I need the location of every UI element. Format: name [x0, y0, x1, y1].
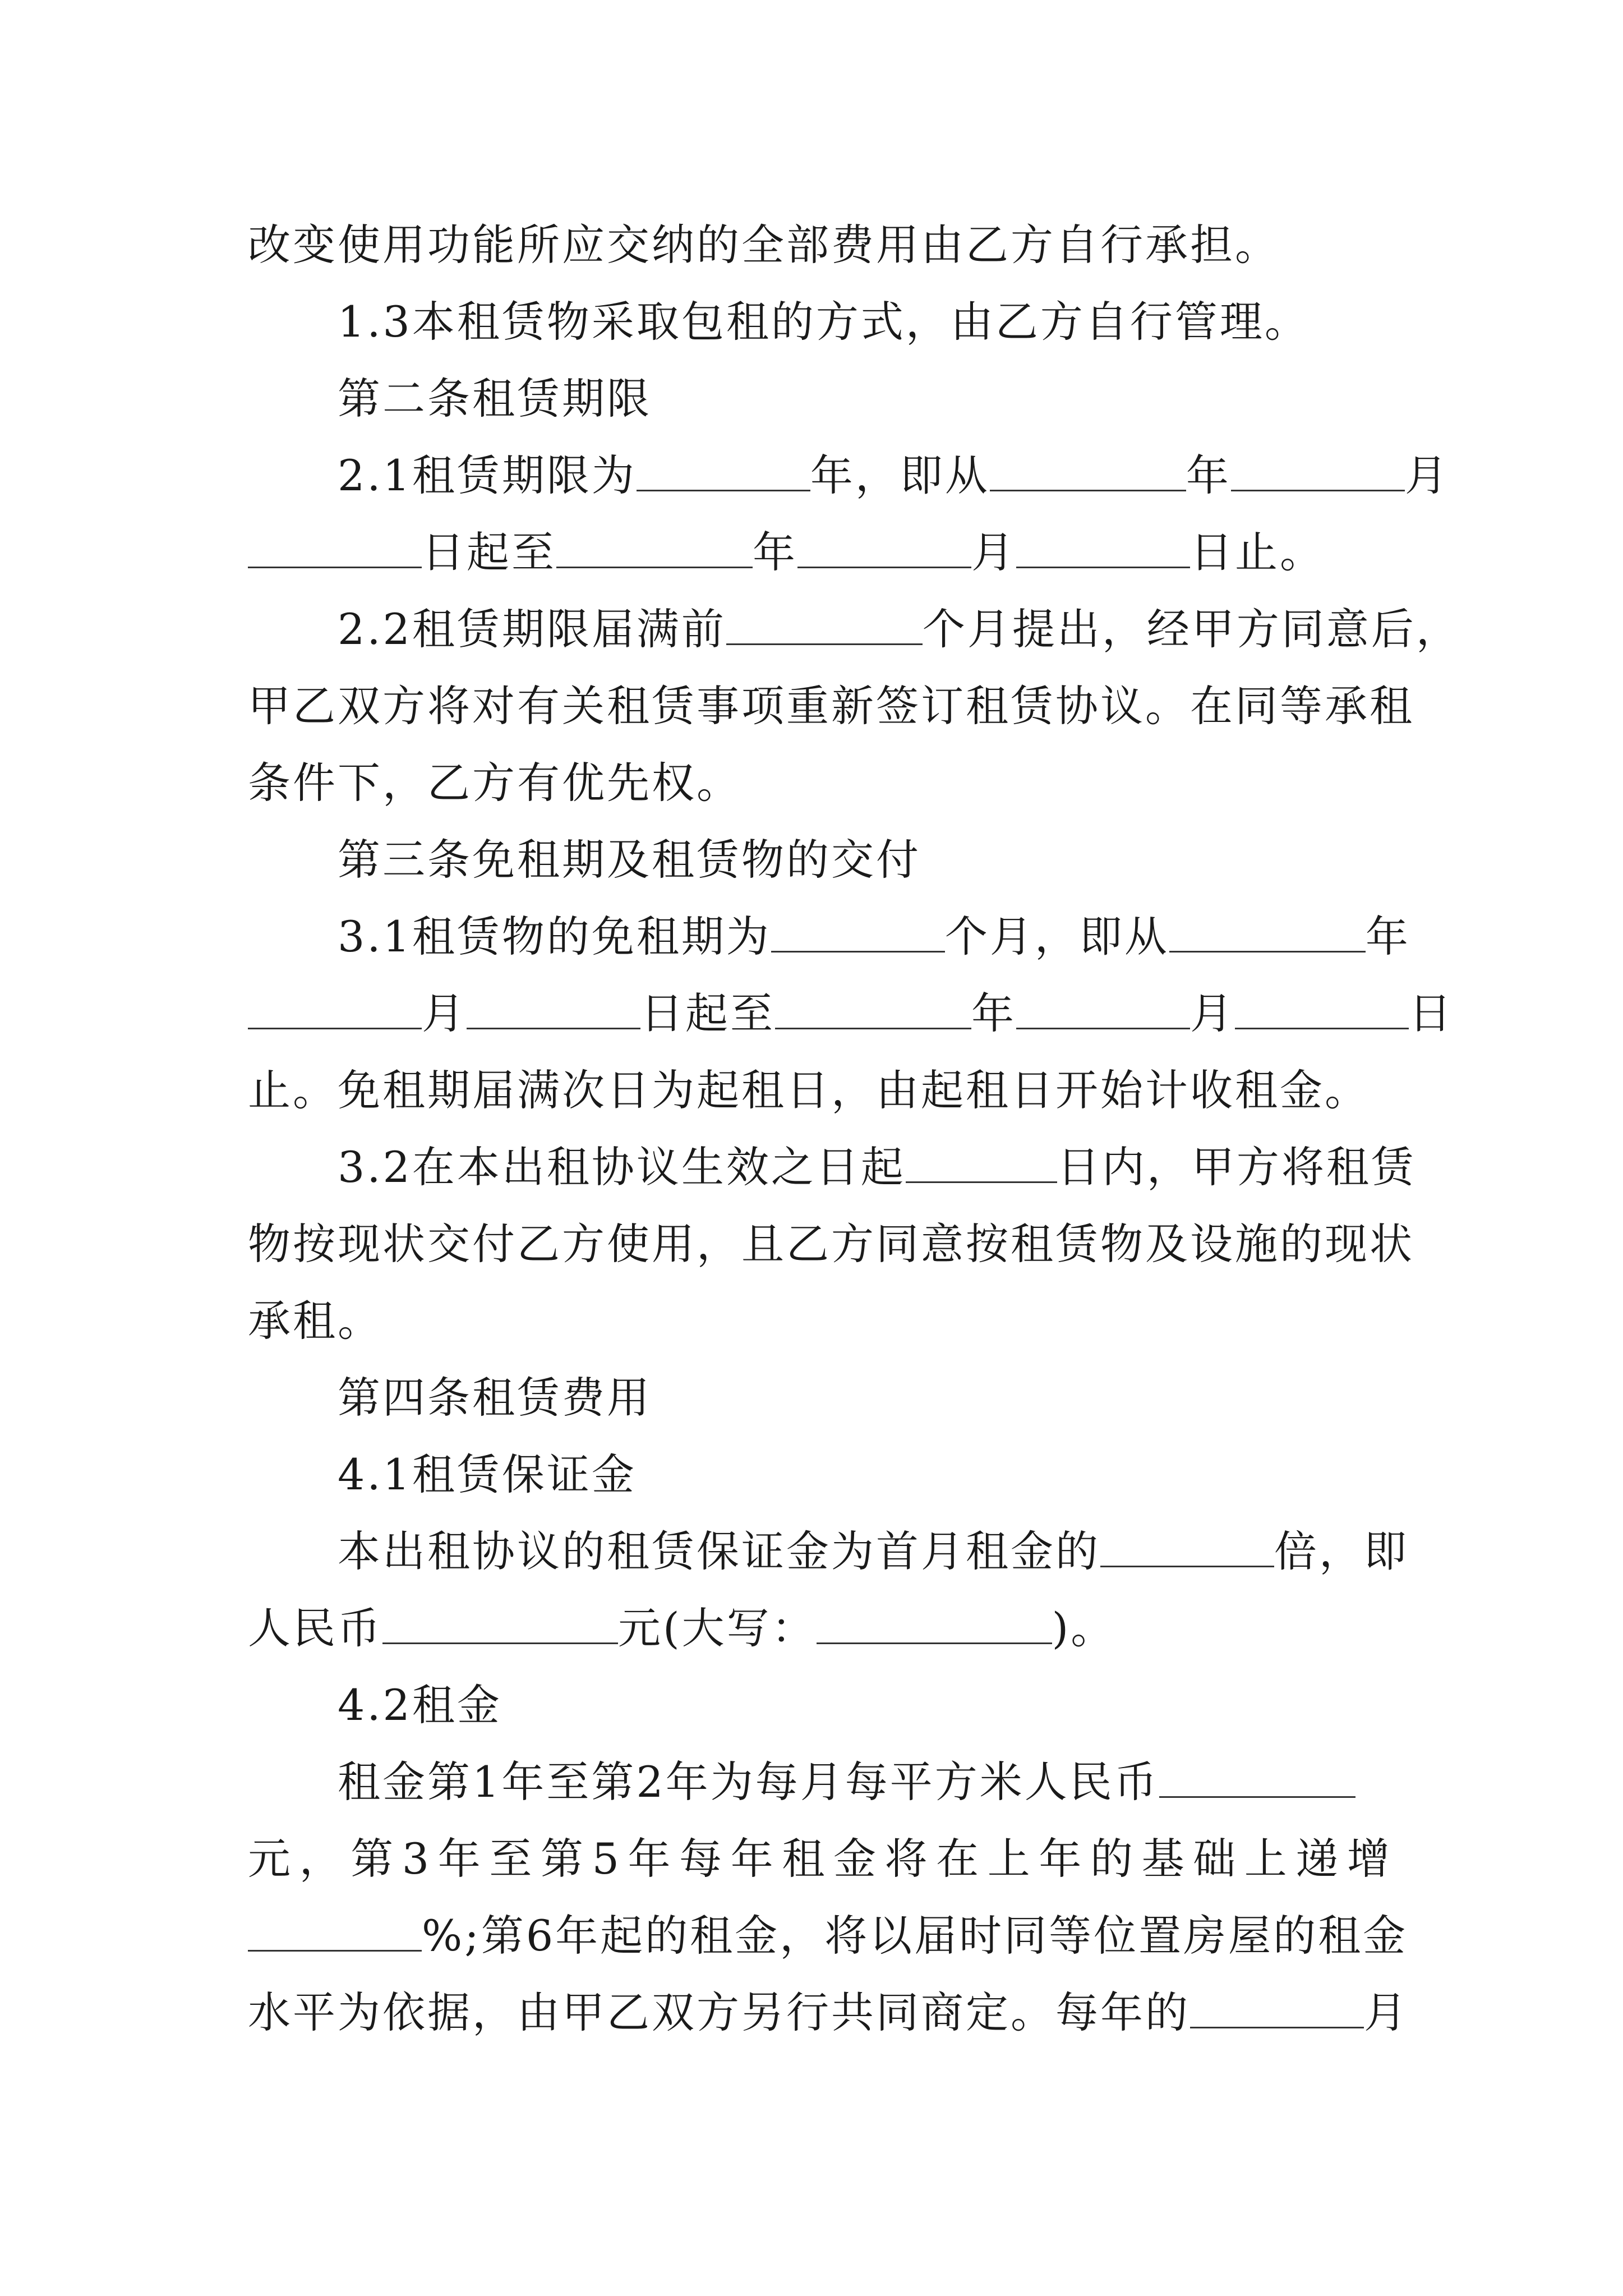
fill-in-blank: [771, 912, 945, 953]
text-segment: 元(大写：: [618, 1603, 817, 1653]
fill-in-blank: [797, 527, 971, 568]
clause-2-2: [248, 591, 1461, 668]
article-4-heading: 第四条租赁费用: [338, 1373, 652, 1423]
clause-2-1: [248, 437, 1450, 514]
clause-4-2-heading: 4.2租金: [338, 1680, 502, 1730]
text-segment: 日止。: [1190, 527, 1325, 577]
text-segment: 日起至: [640, 988, 775, 1038]
text-segment: 日内，甲方将租赁: [1057, 1142, 1416, 1192]
fill-in-blank: [990, 450, 1186, 491]
fill-in-blank: [817, 1603, 1052, 1644]
text-segment: %;第6年起的租金，将以届时同等位置房屋的租金: [422, 1911, 1408, 1961]
text-segment: 2.2租赁期限届满前: [338, 604, 726, 654]
text-segment: 日: [1409, 988, 1454, 1038]
deposit-amount-line: [248, 1590, 1392, 1667]
fill-in-blank: [556, 527, 753, 568]
text-segment: 月: [1190, 988, 1235, 1038]
fill-in-blank: [1100, 1526, 1274, 1567]
text-segment: 日起至: [422, 527, 556, 577]
text-segment: 2.1租赁期限为: [338, 450, 637, 500]
fill-in-blank: [1231, 450, 1405, 491]
text-segment: 月: [1364, 1987, 1409, 2037]
text-segment: 年: [1186, 450, 1231, 500]
fill-in-blank: [1016, 988, 1190, 1029]
fill-in-blank: [1016, 527, 1190, 568]
text-segment: 倍，即: [1274, 1526, 1409, 1576]
document-body: [248, 206, 1461, 2051]
fill-in-blank: [248, 1911, 422, 1952]
clause-3-1-continued: [248, 975, 1454, 1052]
clause-4-1-heading: 4.1租赁保证金: [338, 1450, 637, 1499]
clause-3-2: [248, 1129, 1416, 1205]
text-segment: 个月，即从: [944, 912, 1169, 961]
clause-2-1-continued: [248, 514, 1392, 591]
paragraph-line: 承租。: [248, 1296, 382, 1346]
paragraph-line: 物按现状交付乙方使用，且乙方同意按租赁物及设施的现状: [248, 1219, 1414, 1269]
text-segment: 3.2在本出租协议生效之日起: [338, 1142, 906, 1192]
text-segment: 月: [971, 527, 1016, 577]
text-segment: )。: [1052, 1603, 1116, 1653]
text-segment: 3.1租赁物的免租期为: [338, 912, 771, 961]
fill-in-blank: [248, 988, 422, 1029]
text-segment: 年，即从: [810, 450, 990, 500]
article-3-heading: 第三条免租期及租赁物的交付: [338, 835, 921, 885]
paragraph-line: 改变使用功能所应交纳的全部费用由乙方自行承担。: [248, 220, 1280, 270]
text-segment: 租金第1年至第2年为每月每平方米人民币: [338, 1757, 1159, 1807]
text-segment: 月: [422, 988, 467, 1038]
text-segment: 月: [1404, 450, 1450, 500]
fill-in-blank: [1159, 1757, 1355, 1798]
fill-in-blank: [726, 604, 923, 645]
fill-in-blank: [382, 1603, 618, 1644]
paragraph-line: 甲乙双方将对有关租赁事项重新签订租赁协议。在同等承租: [248, 681, 1414, 731]
text-segment: 年: [1365, 912, 1410, 961]
text-segment: 年: [753, 527, 797, 577]
paragraph-line: 止。免租期届满次日为起租日，由起租日开始计收租金。: [248, 1065, 1370, 1115]
fill-in-blank: [775, 988, 971, 1029]
text-segment: 本出租协议的租赁保证金为首月租金的: [338, 1526, 1100, 1576]
fill-in-blank: [1235, 988, 1409, 1029]
text-segment: 人民币: [248, 1603, 382, 1653]
text-segment: 水平为依据，由甲乙双方另行共同商定。每年的: [248, 1987, 1190, 2037]
paragraph-line: 条件下，乙方有优先权。: [248, 758, 741, 808]
fill-in-blank: [467, 988, 640, 1029]
article-2-heading: 第二条租赁期限: [338, 374, 652, 424]
fill-in-blank: [906, 1142, 1057, 1183]
text-segment: 个月提出，经甲方同意后，: [922, 604, 1461, 654]
paragraph-line: 元，第3年至第5年每年租金将在上年的基础上递增: [248, 1834, 1392, 1884]
text-segment: 年: [971, 988, 1016, 1038]
fill-in-blank: [248, 527, 422, 568]
fill-in-blank: [637, 450, 810, 491]
fill-in-blank: [1169, 912, 1366, 953]
rent-increase-line: [248, 1897, 1408, 1974]
clause-3-1: [248, 898, 1410, 975]
fill-in-blank: [1190, 1987, 1364, 2028]
rent-clause: [248, 1743, 1392, 1820]
deposit-clause: [248, 1513, 1409, 1590]
paragraph-line: [248, 1974, 1409, 2051]
clause-1-3: 1.3本租赁物采取包租的方式，由乙方自行管理。: [338, 297, 1310, 347]
